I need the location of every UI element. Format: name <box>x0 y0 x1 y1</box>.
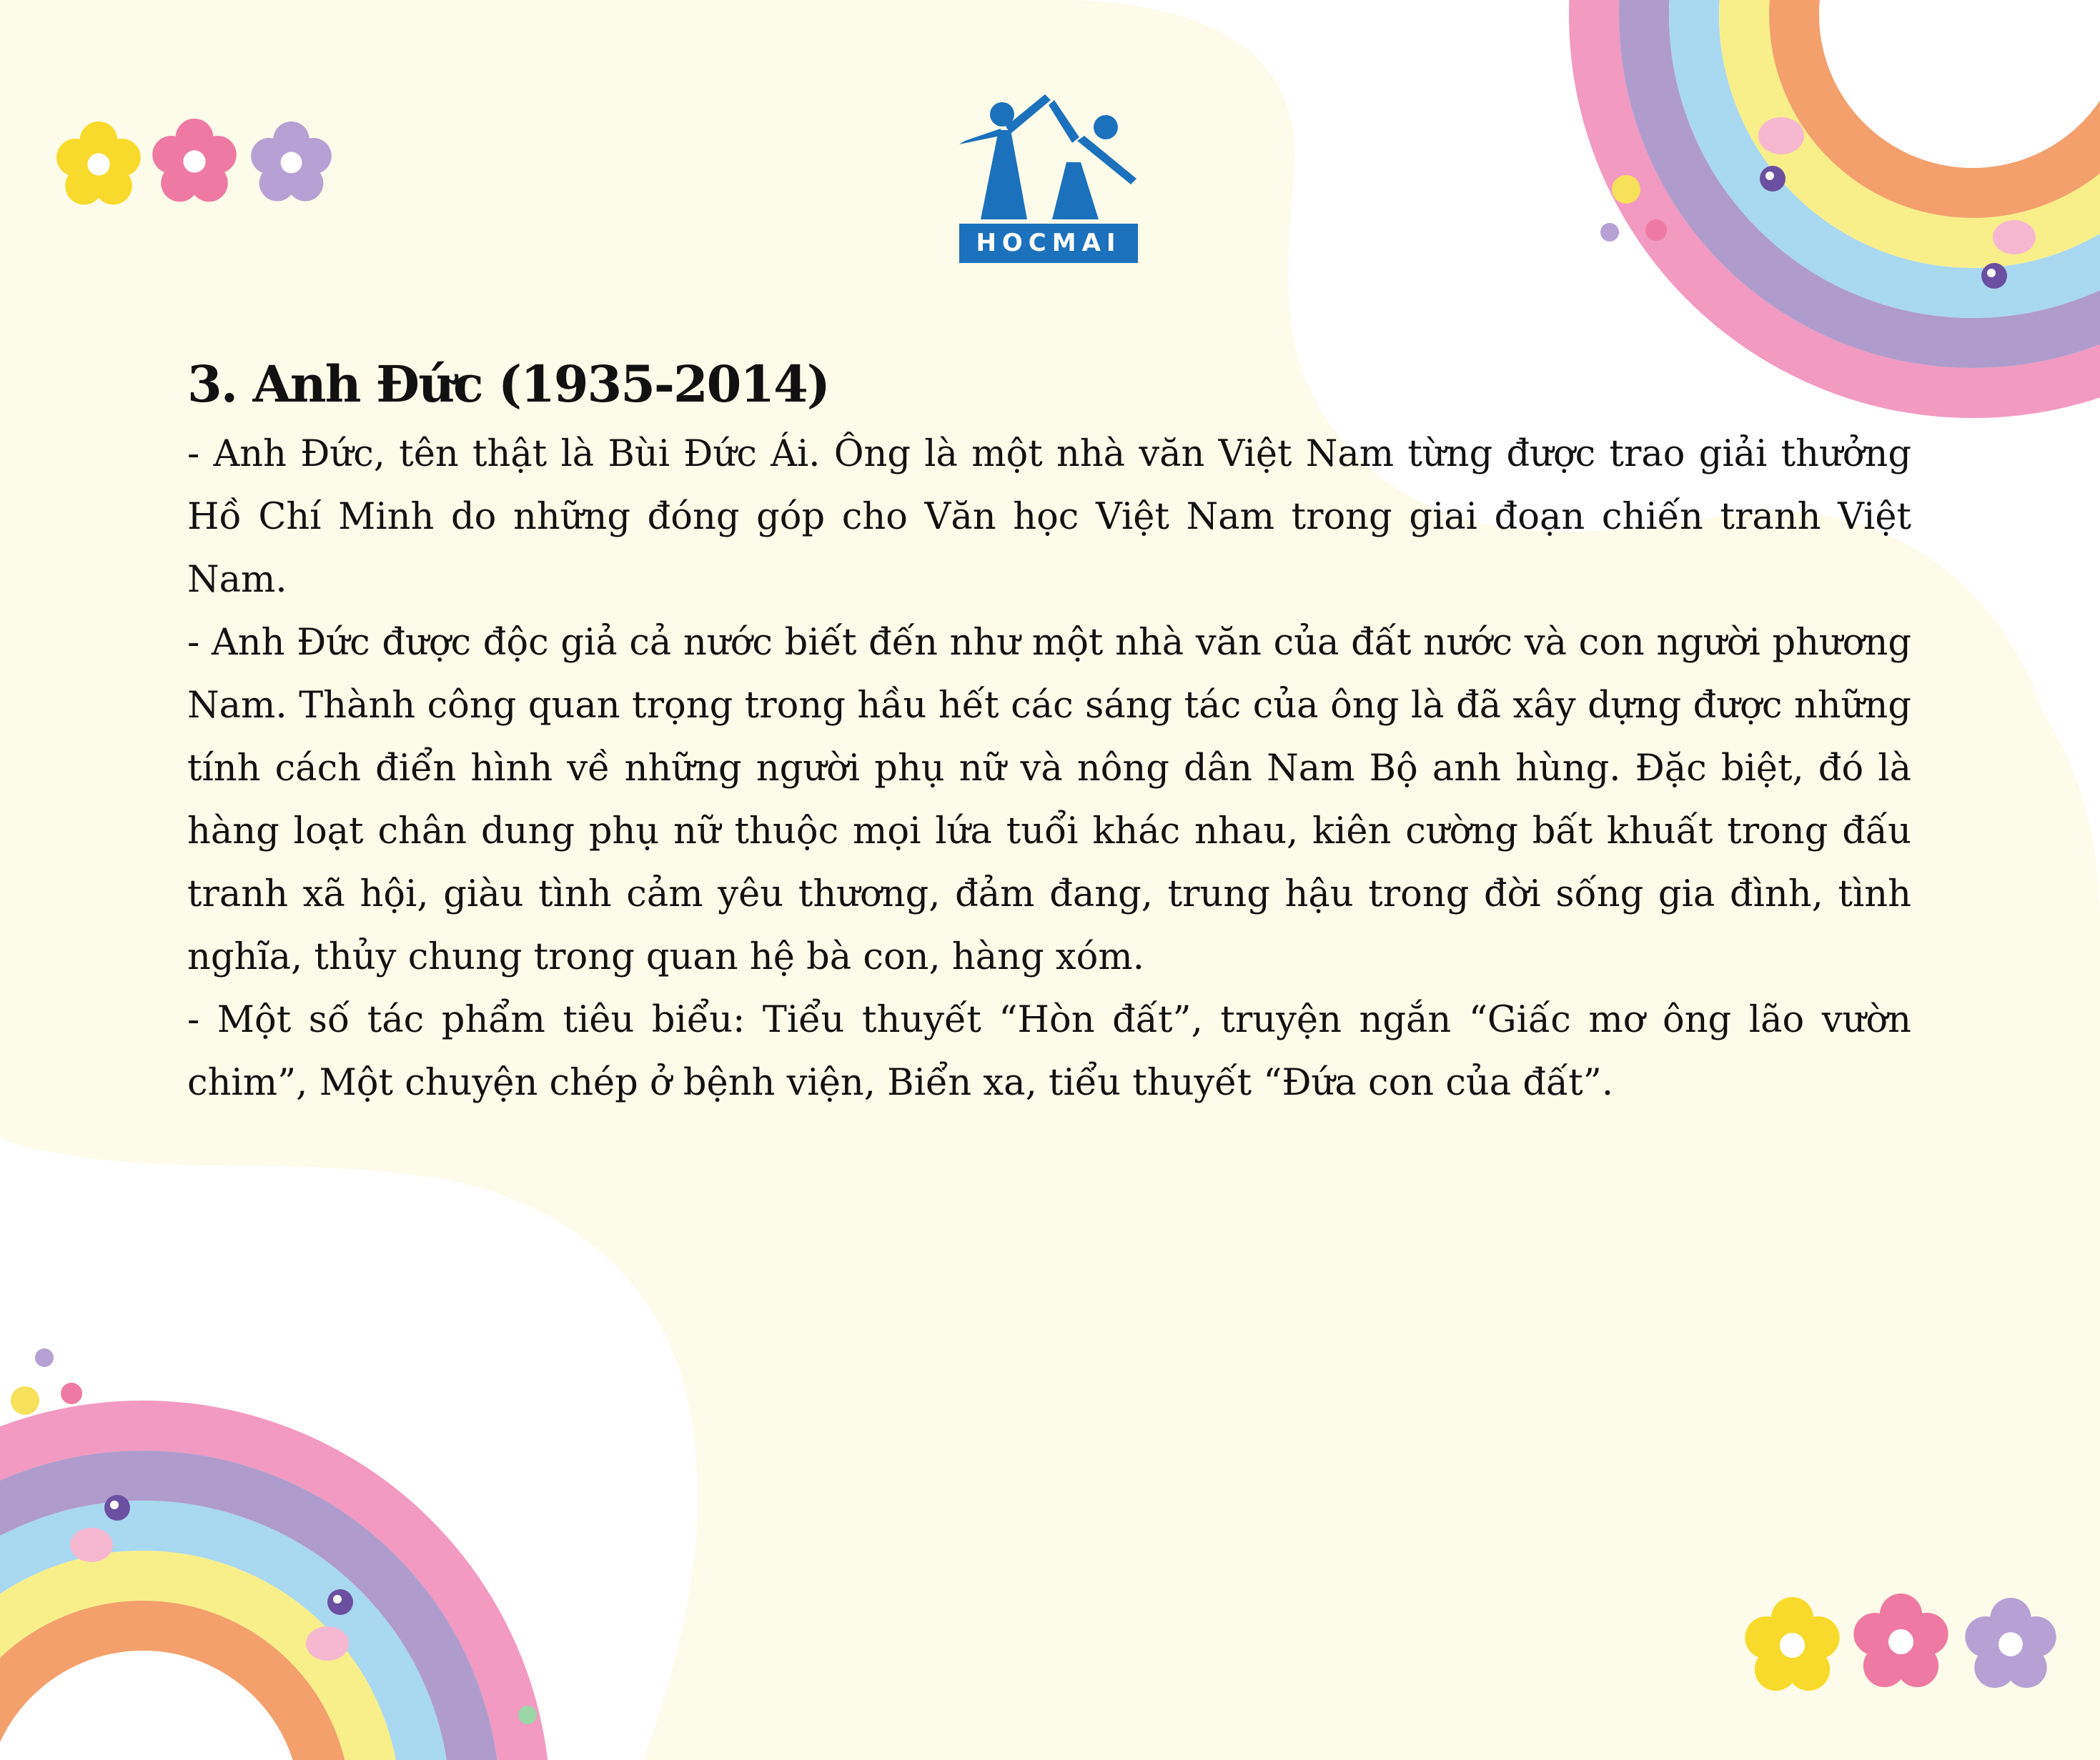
flower-pink-icon <box>1853 1594 1949 1690</box>
article-content <box>187 349 1911 1115</box>
paragraph-works: - Một số tác phẩm tiêu biểu: Tiểu thuyết “Hòn đất”, truyện ngắn “Giấc mơ ông lão vườn chim”, Một chuyện chép ở bệnh viện, Biển xa, tiểu thuyết “Đứa con của đất”. <box>187 999 1911 1104</box>
hocmai-logo <box>959 94 1138 263</box>
logo-text: HOCMAI <box>959 224 1138 263</box>
paragraph-career: - Anh Đức được độc giả cả nước biết đến như một nhà văn của đất nước và con người phương Nam. Thành công quan trọng trong hầu hết các sáng tác của ông là đã xây dựng được những tính cách điển hình về những người phụ nữ và nông dân Nam Bộ anh hùng. Đặc biệt, đó là hàng loạt chân dung phụ nữ thuộc mọi lứa tuổi khác nhau, kiên cường bất khuất trong đấu tranh xã hội, giàu tình cảm yêu thương, đảm đang, trung hậu trong đời sống gia đình, tình nghĩa, thủy chung trong quan hệ bà con, hàng xóm. <box>187 622 1911 978</box>
flower-purple-icon <box>1964 1598 2057 1691</box>
rainbow-bottom-left <box>0 1426 525 1760</box>
flower-yellow-icon <box>56 121 142 207</box>
flower-purple-icon <box>250 121 332 204</box>
paragraph-bio: - Anh Đức, tên thật là Bùi Đức Ái. Ông là một nhà văn Việt Nam từng được trao giải thưởng Hồ Chí Minh do những đóng góp cho Văn học Việt Nam trong giai đoạn chiến tranh Việt Nam. <box>187 433 1911 601</box>
logo-figures-icon <box>959 94 1138 223</box>
flower-yellow-icon <box>1744 1597 1841 1694</box>
section-heading: 3. Anh Đức (1935-2014) <box>187 354 829 414</box>
rainbow-top-right <box>1594 0 2100 393</box>
flower-pink-icon <box>152 119 237 204</box>
